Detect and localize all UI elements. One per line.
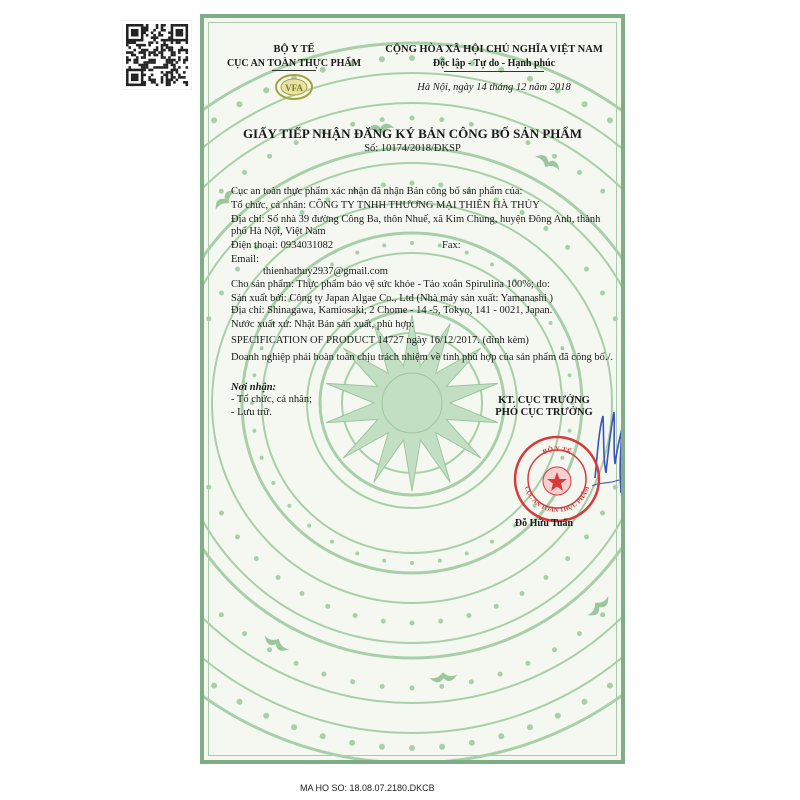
official-seal <box>512 434 602 524</box>
applicant-line: Tổ chức, cá nhân: CÔNG TY TNHH THƯƠNG MẠI THIÊN HÀ THỦY <box>231 200 540 211</box>
seal-bottom-text: CỤC AN TOÀN THỰC PHẨM <box>523 485 592 515</box>
ministry-name: BỘ Y TẾ <box>273 44 315 55</box>
document-number: Số: 10174/2018/ĐKSP <box>364 143 461 154</box>
manufacturer-line: Sản xuất bởi: Công ty Japan Algae Co., Ltd (Nhà máy sản xuất: Yamanashi ) <box>231 293 553 304</box>
vfa-logo <box>274 72 314 102</box>
email-label: Email: <box>231 254 259 265</box>
issue-date: Hà Nội, ngày 14 tháng 12 năm 2018 <box>417 82 571 93</box>
phone-line: Điện thoại: 0934031082 <box>231 240 334 251</box>
republic-name: CỘNG HÒA XÃ HỘI CHỦ NGHĨA VIỆT NAM <box>385 44 603 55</box>
recipient-item: - Lưu trữ. <box>231 407 272 418</box>
national-motto: Độc lập - Tự do - Hạnh phúc <box>432 58 556 69</box>
document-title: GIẤY TIẾP NHẬN ĐĂNG KÝ BẢN CÔNG BỐ SẢN PHẨM <box>242 126 583 141</box>
responsibility-line: Doanh nghiệp phải hoàn toàn chịu trách nhiệm về tính phù hợp của sản phẩm đã công bố./. <box>231 352 613 363</box>
applicant-address: Địa chỉ: Số nhà 39 đường Công Ba, thôn Nhuế, xã Kim Chung, huyện Đông Anh, thành <box>231 214 601 225</box>
specification-line: SPECIFICATION OF PRODUCT 14727 ngày 16/12/2017. (đính kèm) <box>231 335 529 346</box>
signer-name: Đỗ Hữu Tuấn <box>514 518 574 529</box>
signer-title-1: KT. CỤC TRƯỞNG <box>498 395 590 406</box>
record-code: MA HO SO: 18.08.07.2180.DKCB <box>300 783 435 793</box>
body-intro: Cục an toàn thực phẩm xác nhận đã nhận Bản công bố sản phẩm của: <box>231 186 523 197</box>
seal-top-text: BỘ Y TẾ <box>541 444 573 457</box>
svg-text:BỘ Y TẾ <box>541 445 572 456</box>
department-name: CỤC AN TOÀN THỰC PHẨM <box>226 58 362 69</box>
certificate-document <box>200 14 625 764</box>
applicant-address-cont: phố Hà Nội, Việt Nam <box>231 226 326 237</box>
logo-text: VFA <box>285 83 303 93</box>
fax-line: Fax: <box>442 240 461 251</box>
recipients-title: Nơi nhận: <box>231 382 277 393</box>
signer-title-2: PHÓ CỤC TRƯỞNG <box>495 407 593 418</box>
header-rule-right <box>444 71 544 72</box>
origin-line: Nước xuất xứ: Nhật Bản sản xuất, phù hợp: <box>231 319 415 330</box>
recipient-item: - Tổ chức, cá nhân; <box>231 394 313 405</box>
email-value: thienhathuy2937@gmail.com <box>263 266 388 277</box>
product-line: Cho sản phẩm: Thực phẩm bảo vệ sức khỏe - Tảo xoắn Spirulina 100%; do: <box>231 279 550 290</box>
manufacturer-address: Địa chỉ: Shinagawa, Kamiosaki, 2 Chome - 14 -5, Tokyo, 141 - 0021, Japan. <box>231 305 553 316</box>
qr-code <box>122 20 192 90</box>
header-rule-left <box>272 70 316 71</box>
